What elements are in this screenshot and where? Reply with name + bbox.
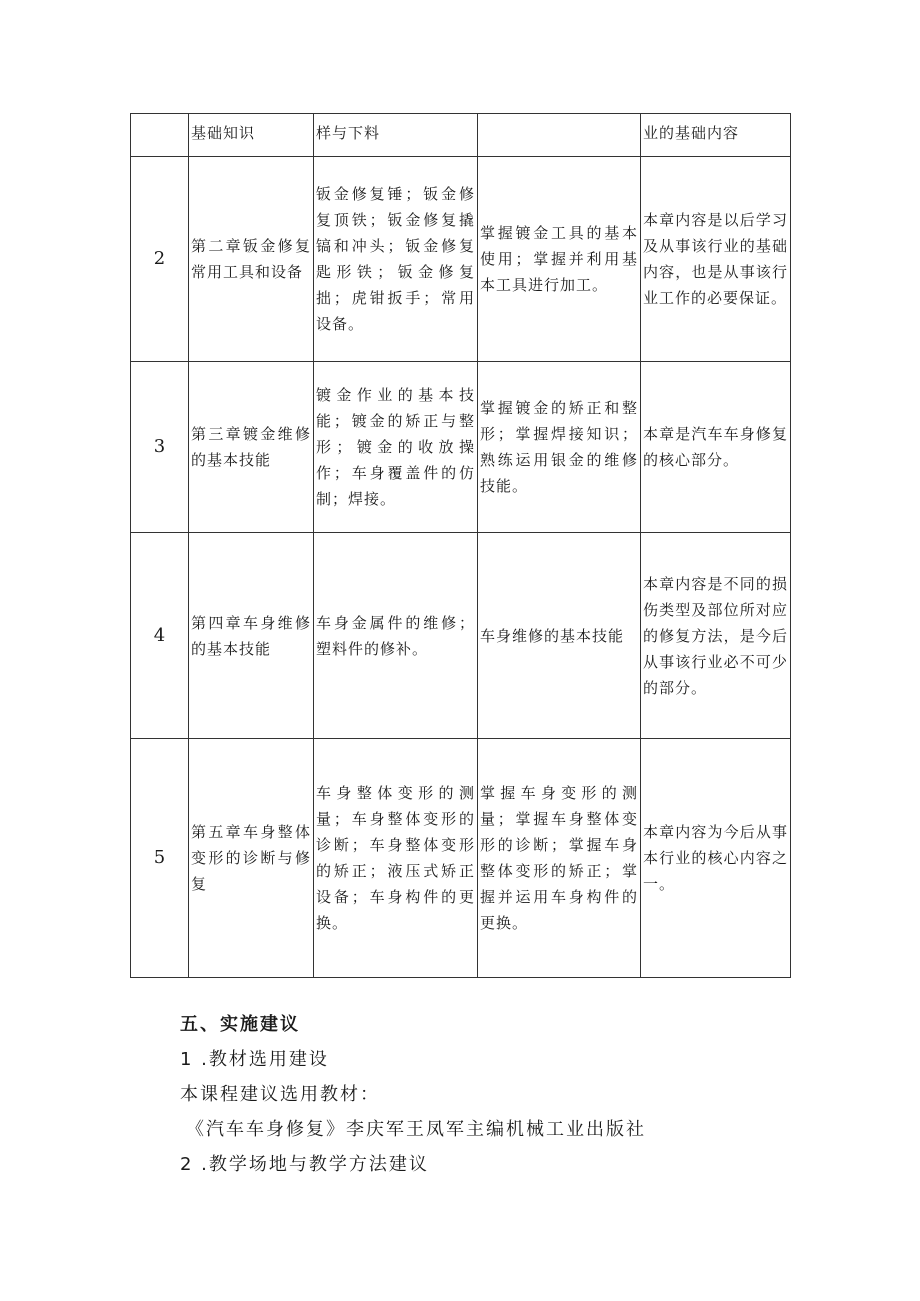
table-cell-chapter: 第四章车身维修的基本技能 <box>189 533 314 739</box>
table-cell-number <box>131 114 189 157</box>
table-cell-content: 样与下料 <box>314 114 478 157</box>
table-cell-chapter: 第三章镀金维修的基本技能 <box>189 362 314 533</box>
section-heading: 五、实施建议 <box>180 1014 300 1035</box>
table-cell-chapter: 基础知识 <box>189 114 314 157</box>
table-cell-requirement: 车身维修的基本技能 <box>478 533 641 739</box>
table-cell-number: 5 <box>131 739 189 978</box>
table-cell-requirement: 掌握镀金工具的基本使用；掌握并利用基本工具进行加工。 <box>478 157 641 362</box>
table-cell-note: 本章内容是以后学习及从事该行业的基础内容，也是从事该行业工作的必要保证。 <box>641 157 791 362</box>
table-cell-note: 本章是汽车车身修复的核心部分。 <box>641 362 791 533</box>
table-cell-content: 镀金作业的基本技能；镀金的矫正与整形；镀金的收放操作；车身覆盖件的仿制；焊接。 <box>314 362 478 533</box>
table-cell-content: 钣金修复锤；钣金修复顶铁；钣金修复撬镐和冲头；钣金修复匙形铁；钣金修复拙；虎钳扳手；常用设备。 <box>314 157 478 362</box>
table-cell-number: 3 <box>131 362 189 533</box>
table-cell-chapter: 第五章车身整体变形的诊断与修复 <box>189 739 314 978</box>
textbook-citation: 《汽车车身修复》李庆军王凤军主编机械工业出版社 <box>186 1119 646 1140</box>
course-content-table <box>130 113 791 978</box>
table-cell-note: 本章内容是不同的损伤类型及部位所对应的修复方法，是今后从事该行业必不可少的部分。 <box>641 533 791 739</box>
table-cell-chapter: 第二章钣金修复常用工具和设备 <box>189 157 314 362</box>
table-cell-note: 业的基础内容 <box>641 114 791 157</box>
table-row <box>131 533 791 739</box>
subsection-title: 2 .教学场地与教学方法建议 <box>180 1154 429 1175</box>
paragraph: 本课程建议选用教材： <box>180 1084 380 1105</box>
table-cell-number: 4 <box>131 533 189 739</box>
table-cell-requirement: 掌握镀金的矫正和整形；掌握焊接知识；熟练运用银金的维修技能。 <box>478 362 641 533</box>
table-cell-requirement: 掌握车身变形的测量；掌握车身整体变形的诊断；掌握车身整体变形的矫正；掌握并运用车身构件的更换。 <box>478 739 641 978</box>
table-row <box>131 114 791 157</box>
table-row <box>131 739 791 978</box>
table-row <box>131 157 791 362</box>
table-cell-requirement <box>478 114 641 157</box>
table-cell-content: 车身金属件的维修；塑料件的修补。 <box>314 533 478 739</box>
table-cell-number: 2 <box>131 157 189 362</box>
table-cell-note: 本章内容为今后从事本行业的核心内容之一。 <box>641 739 791 978</box>
table-row <box>131 362 791 533</box>
subsection-title: 1 .教材选用建设 <box>180 1049 329 1070</box>
table-cell-content: 车身整体变形的测量；车身整体变形的诊断；车身整体变形的矫正；液压式矫正设备；车身构件的更换。 <box>314 739 478 978</box>
